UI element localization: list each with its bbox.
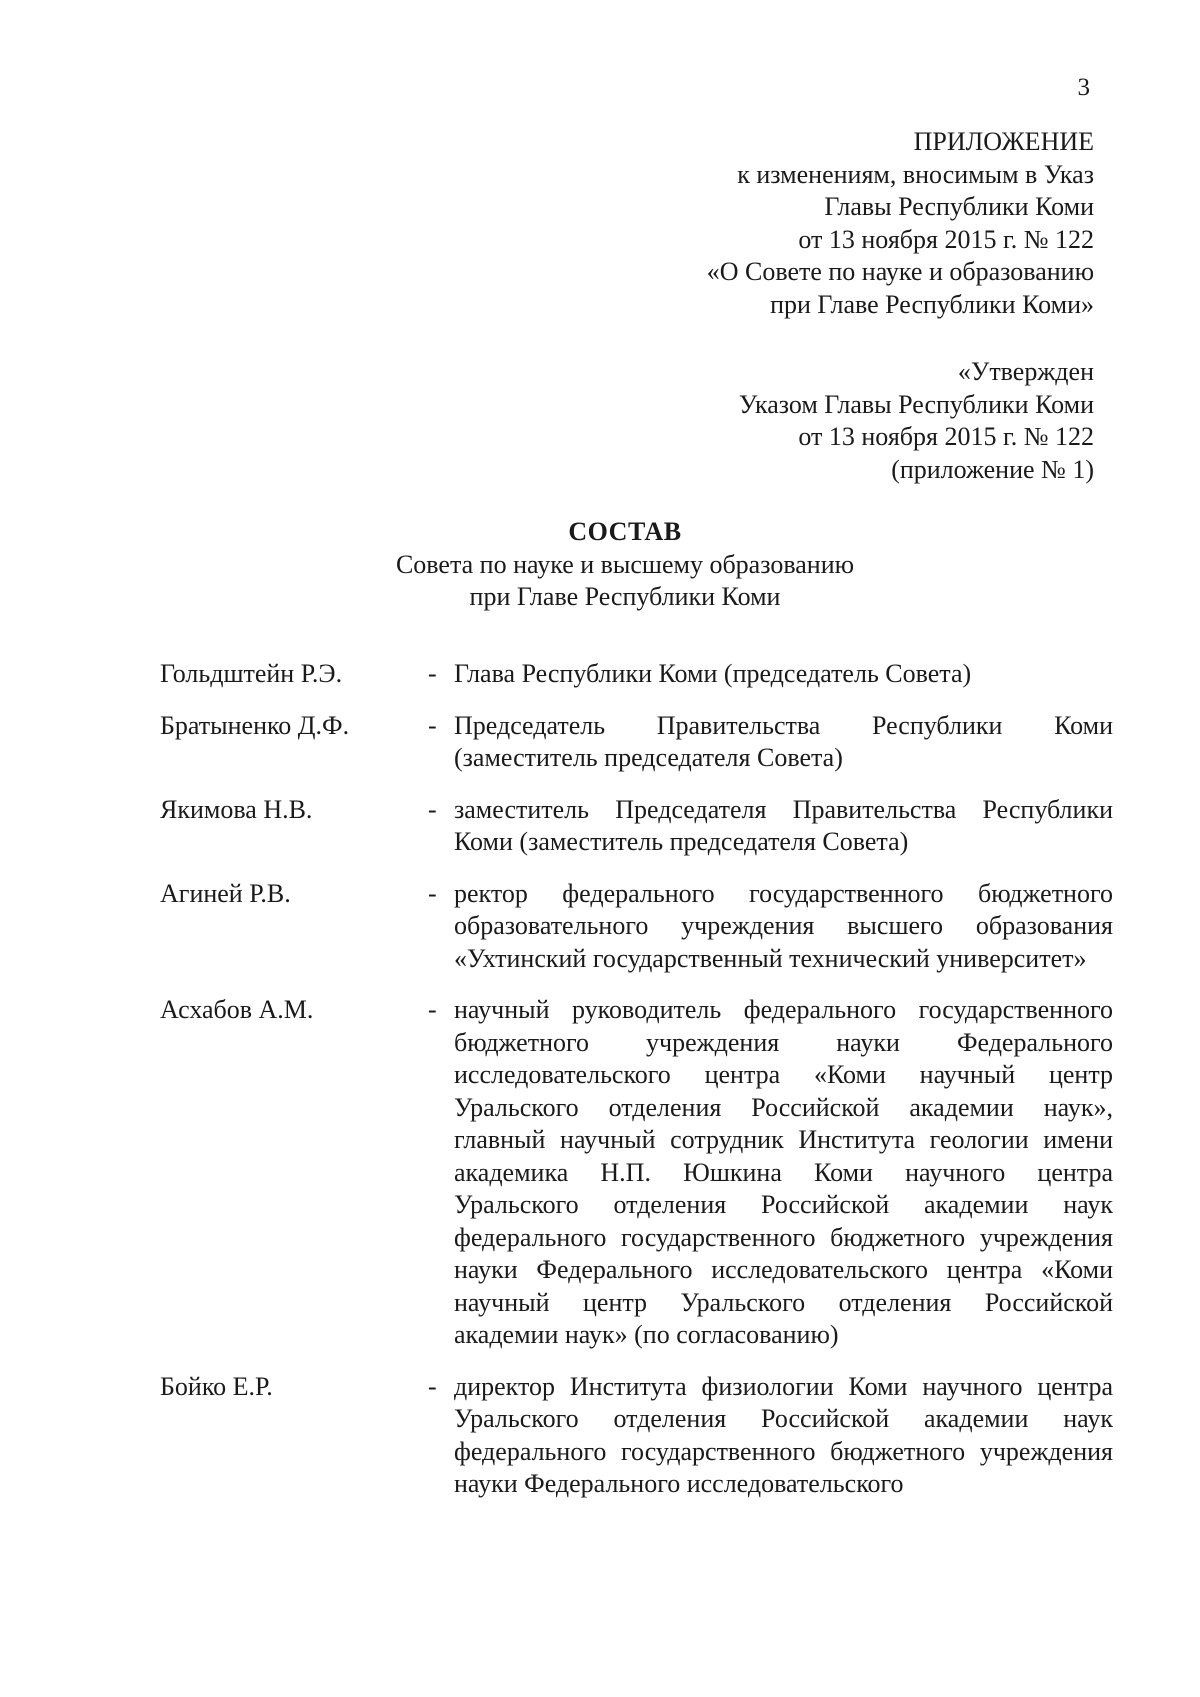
approved-line: «Утвержден [957, 357, 1094, 386]
member-name: Агиней Р.В. [160, 878, 291, 908]
approved-line: Указом Главы Республики Коми [738, 389, 1094, 419]
member-name: Асхабов А.М. [160, 995, 314, 1024]
document-subtitle: Совета по науке и высшему образованию [395, 549, 855, 579]
member-dash: - [428, 995, 437, 1024]
member-name: Братыненко Д.Ф. [160, 710, 350, 740]
document-title-block [0, 516, 1200, 614]
member-description: директор Института физиологии Коми научного центра Уральского отделения Российской академии наук федерального государственного бюджетного учреждения науки Федерального исследовательского [454, 1371, 1113, 1498]
appendix-line: от 13 ноября 2015 г. № 122 [798, 224, 1094, 254]
appendix-line: к изменениям, вносимым в Указ [737, 159, 1094, 189]
appendix-line: Главы Республики Коми [824, 192, 1094, 221]
member-name: Якимова Н.В. [160, 794, 313, 824]
member-name: Гольдштейн Р.Э. [160, 659, 343, 688]
member-dash: - [428, 710, 437, 740]
appendix-line: ПРИЛОЖЕНИЕ [913, 127, 1094, 156]
member-dash: - [428, 659, 437, 688]
document-title: СОСТАВ [568, 517, 682, 546]
appendix-line: при Главе Республики Коми» [770, 289, 1094, 319]
approved-line: (приложение № 1) [891, 454, 1094, 484]
member-description: Глава Республики Коми (председатель Совета) [454, 659, 972, 688]
member-dash: - [428, 1371, 437, 1401]
member-description: ректор федерального государственного бюджетного образовательного учреждения высшего образования «Ухтинский государственный технический университет» [454, 878, 1113, 973]
appendix-header [707, 126, 1094, 321]
document-subtitle: при Главе Республики Коми [469, 582, 781, 611]
members-list [160, 658, 1113, 1520]
member-row [160, 794, 1113, 859]
member-name: Бойко Е.Р. [160, 1371, 273, 1401]
approved-line: от 13 ноября 2015 г. № 122 [798, 422, 1094, 451]
member-dash: - [428, 878, 437, 908]
member-dash: - [428, 794, 437, 824]
member-row [160, 710, 1113, 775]
member-row [160, 658, 1113, 691]
page-number: 3 [1077, 74, 1090, 101]
member-row [160, 994, 1113, 1352]
member-description: Председатель Правительства Республики Коми (заместитель председателя Совета) [454, 710, 1113, 772]
member-description: научный руководитель федерального государственного бюджетного учреждения науки Федерального исследовательского центра «Коми научный центр Уральского отделения Российской академии наук», главный научный сотрудник Института геологии имени академика Н.П. Юшкина Коми научного центра Уральского отделения Российской академии наук федерального государственного бюджетного учреждения науки Федерального исследовательского центра «Коми научный центр Уральского отделения Российской академии наук» (по согласованию) [454, 995, 1113, 1349]
member-row [160, 878, 1113, 976]
approval-stamp-text [739, 356, 1094, 486]
appendix-line: «О Совете по науке и образованию [706, 257, 1094, 286]
member-description: заместитель Председателя Правительства Республики Коми (заместитель председателя Совета) [454, 794, 1113, 856]
member-row [160, 1371, 1113, 1501]
